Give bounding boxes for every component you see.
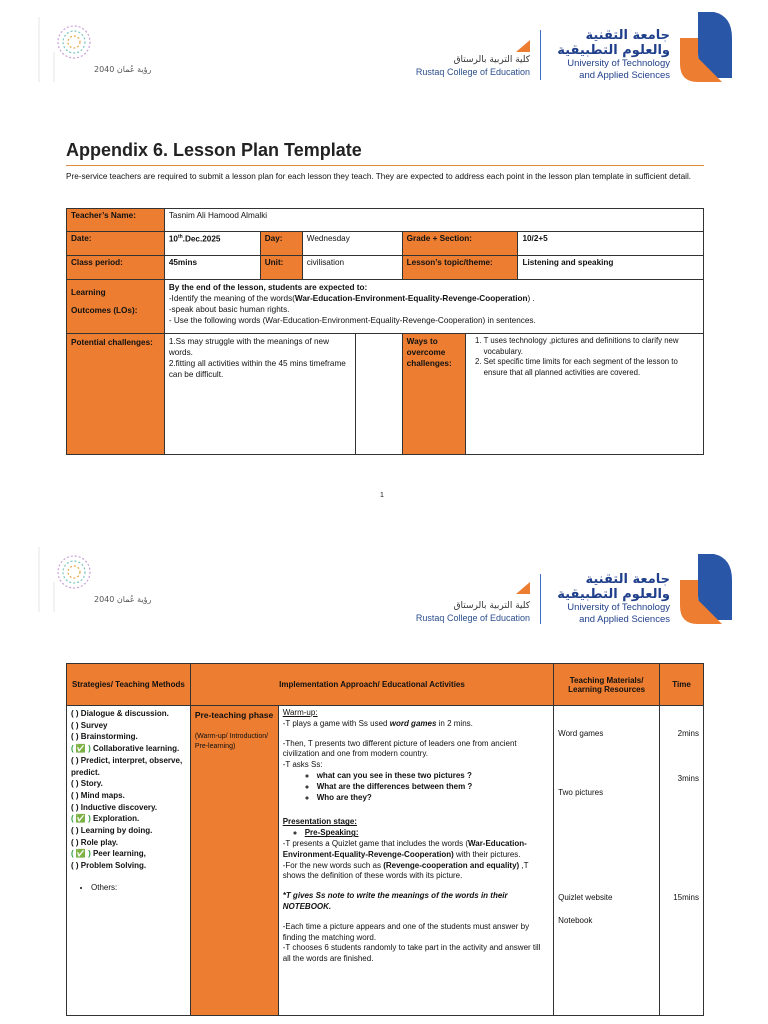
header-implementation: Implementation Approach/ Educational Activities [190, 664, 553, 706]
strategy-item [71, 825, 186, 837]
ways-list [466, 334, 703, 454]
strategy-label: Problem Solving. [80, 861, 147, 871]
strategy-item [71, 720, 186, 732]
pres-1 [283, 839, 549, 861]
way-1: 1. T uses technology ,pictures and definitions to clarify new vocabulary. [484, 336, 701, 357]
time-cell [660, 706, 704, 1016]
strategy-label: Mind maps. [80, 790, 125, 800]
period-value: 45mins [164, 256, 260, 280]
challenges-cell [164, 334, 402, 455]
utas-name-en-1b: University of Technology [567, 602, 670, 613]
question-1: ◦ what can you see in these two pictures ? [317, 771, 549, 782]
strategy-item [71, 778, 186, 790]
period-label: Class period: [67, 256, 165, 280]
strategy-label: Collaborative learning. [92, 744, 180, 754]
pres-2-pre: -For the new words such as [282, 860, 384, 870]
lo-item-3: - Use the following words (War-Education-Environment-Equality-Revenge-Cooperation) in sentences. [168, 316, 536, 325]
empty-box-icon: ( ) [71, 755, 79, 765]
page-title: Appendix 6. Lesson Plan Template [66, 140, 362, 160]
checked-box-icon: ( ✅ ) [71, 849, 91, 859]
strategy-item [71, 860, 186, 872]
strategy-label: Exploration. [92, 814, 140, 824]
strategy-item [71, 848, 186, 860]
ways-cell [402, 334, 703, 455]
lo-1-pre: -Identify the meaning of the words( [168, 294, 295, 303]
college-name-en-2: Rustaq College of Education [415, 613, 530, 623]
day-value: Wednesday [302, 232, 402, 256]
empty-box-icon: ( ) [71, 709, 79, 718]
empty-box-icon: ( ) [71, 779, 79, 789]
utas-name-en-1: University of Technology [567, 58, 670, 69]
challenges-label: Potential challenges: [67, 334, 165, 455]
topic-value: Listening and speaking [518, 256, 704, 280]
strategies-cell [67, 706, 191, 1016]
strategy-label: Inductive discovery. [80, 802, 158, 812]
challenge-2: 2.fitting all activities within the 45 mins timeframe can be difficult. [168, 359, 346, 379]
utas-block [548, 28, 670, 82]
rustaq-flame-icon-2 [516, 582, 530, 594]
grade-value: 10/2+5 [518, 232, 704, 256]
pres-2-bold: (Revenge-cooperation and equality) [383, 860, 520, 870]
pres-2-post: ,T shows the definition of these words with its picture. [282, 860, 529, 881]
challenges-empty [356, 334, 402, 454]
materials-cell [554, 706, 660, 1016]
checked-box-icon: ( ✅ ) [71, 814, 91, 824]
strategy-item [71, 790, 186, 802]
oman-vision-logo-2 [34, 542, 152, 612]
header-strategies: Strategies/ Teaching Methods [67, 664, 191, 706]
title-rule [66, 165, 704, 166]
warmup-1-post: in 2 mins. [436, 718, 473, 728]
pres-1-bold: War-Education-Environment-Equality-Revenge-Cooperation) [282, 838, 527, 859]
phase-title: Pre-teaching phase [194, 710, 274, 720]
warmup-title: Warm-up: [282, 708, 318, 717]
strategy-label: Predict, interpret, observe, predict. [71, 755, 183, 777]
unit-label: Unit: [260, 256, 302, 280]
strategy-item [71, 755, 186, 778]
utas-name-ar-1: جامعة التقنية [585, 28, 670, 43]
strategy-item [71, 813, 186, 825]
activities-cell [278, 706, 553, 1016]
lo-item-1 [169, 293, 699, 304]
date-day: 10 [168, 234, 178, 244]
header-separator-2 [540, 574, 541, 624]
utas-name-ar-2: والعلوم التطبيقية [557, 43, 670, 58]
lo-1-post: ) . [527, 294, 535, 303]
material-2: Two pictures [558, 788, 604, 797]
strategy-label: Survey [80, 720, 108, 730]
others-item: • Others: [91, 882, 186, 894]
strategy-label: Brainstorming. [80, 732, 138, 742]
question-3: ◦ Who are they? [317, 793, 549, 804]
time-2: 3mins [677, 774, 699, 783]
lo-value [164, 280, 703, 334]
utas-crest-logo-2 [678, 550, 736, 626]
empty-box-icon: ( ) [71, 861, 79, 871]
day-label: Day: [260, 232, 302, 256]
strategy-label: Learning by doing. [80, 826, 153, 836]
pres-1-pre: -T presents a Quizlet game that includes the words ( [282, 838, 468, 848]
lo-label-1: Learning [71, 288, 106, 297]
header-time: Time [660, 664, 704, 706]
strategy-label: Dialogue & discussion. [80, 709, 169, 718]
time-1: 2mins [677, 729, 699, 738]
strategy-label: Peer learning, [92, 849, 146, 859]
utas-name-ar-1b: جامعة التقنية [585, 572, 670, 587]
warmup-2: -Then, T presents two different picture of leaders one from ancient civilization and one from modern country. [282, 738, 517, 759]
date-value [164, 232, 260, 256]
question-2: ◦ What are the differences between them ? [317, 782, 549, 793]
unit-value: civilisation [302, 256, 402, 280]
phase-cell [190, 706, 278, 1016]
strategy-item [71, 802, 186, 814]
teacher-label: Teacher’s Name: [67, 209, 165, 232]
strategy-item [71, 743, 186, 755]
college-block [396, 54, 530, 78]
header-materials: Teaching Materials/ Learning Resources [554, 664, 660, 706]
date-rest: .Dec.2025 [182, 234, 221, 244]
checked-box-icon: ( ✅ ) [71, 744, 91, 754]
prespeaking-title: ◦ Pre-Speaking: [305, 828, 549, 839]
college-name-ar: كلية التربية بالرستاق [453, 55, 530, 65]
presentation-title: Presentation stage: [282, 817, 357, 827]
lesson-info-table [66, 208, 704, 455]
material-4: Notebook [558, 916, 593, 925]
empty-box-icon: ( ) [71, 837, 79, 847]
page-number: 1 [380, 492, 384, 499]
pres-5: -T chooses 6 students randomly to take part in the activity and answer till all the words are finished. [282, 943, 541, 964]
warmup-1-pre: -T plays a game with Ss used [282, 718, 390, 728]
challenges-text [165, 334, 356, 454]
material-3: Quizlet website [558, 893, 613, 902]
strategy-label: Role play. [80, 837, 118, 847]
lesson-plan-table [66, 663, 704, 1016]
teacher-value: Tasnim Ali Hamood Almalki [164, 209, 703, 232]
pres-2 [283, 861, 549, 883]
utas-name-ar-2b: والعلوم التطبيقية [557, 587, 670, 602]
ways-label: Ways to overcome challenges: [403, 334, 466, 454]
empty-box-icon: ( ) [71, 720, 79, 730]
grade-label: Grade + Section: [402, 232, 518, 256]
challenge-1: 1.Ss may struggle with the meanings of new words. [168, 337, 330, 357]
pres-3: *T gives Ss note to write the meanings of the words in their NOTEBOOK. [282, 891, 508, 911]
empty-box-icon: ( ) [71, 802, 79, 812]
phase-subtitle: (Warm-up/ Introduction/ Pre-learning) [194, 733, 269, 750]
time-3: 15mins [673, 893, 699, 902]
oman-vision-logo [34, 12, 152, 82]
strategy-label: Story. [80, 779, 103, 789]
rustaq-flame-icon [516, 40, 530, 52]
warmup-3: -T asks Ss: [282, 760, 323, 770]
utas-crest-logo [678, 8, 736, 84]
college-block-2 [396, 600, 530, 624]
date-label: Date: [67, 232, 165, 256]
material-1: Word games [558, 729, 604, 738]
strategy-list [71, 708, 186, 872]
pres-1-post: with their pictures. [453, 849, 521, 859]
lo-item-2: -speak about basic human rights. [168, 305, 290, 314]
utas-name-en-2b: and Applied Sciences [579, 614, 670, 625]
empty-box-icon: ( ) [71, 826, 79, 836]
strategy-item [71, 837, 186, 849]
vision-text-2: رؤية عُمان 2040 [94, 595, 152, 604]
lo-1-bold: War-Education-Environment-Equality-Revenge-Cooperation [294, 294, 528, 303]
strategy-item [71, 731, 186, 743]
empty-box-icon: ( ) [71, 732, 79, 742]
empty-box-icon: ( ) [71, 790, 79, 800]
college-name-en: Rustaq College of Education [415, 67, 530, 77]
lo-label [67, 280, 165, 334]
date-sup: th [177, 234, 183, 240]
utas-block-2 [548, 572, 670, 626]
strategy-item [71, 708, 186, 720]
lo-label-2: Outcomes (LOs): [71, 306, 138, 315]
header-separator [540, 30, 541, 80]
intro-text: Pre-service teachers are required to submit a lesson plan for each lesson they teach. They are expected to address each point in the lesson plan template in sufficient detail. [66, 172, 692, 181]
way-2: 2. Set specific time limits for each segment of the lesson to ensure that all planned activities are covered. [484, 357, 701, 378]
lo-intro: By the end of the lesson, students are expected to: [168, 283, 368, 292]
college-name-ar-2: كلية التربية بالرستاق [453, 601, 530, 611]
warmup-1 [283, 719, 549, 730]
topic-label: Lesson’s topic/theme: [402, 256, 518, 280]
vision-text: رؤية عُمان 2040 [94, 65, 152, 74]
pres-4: -Each time a picture appears and one of the students must answer by finding the matching word. [282, 921, 530, 942]
warmup-1-bold: word games [389, 718, 437, 728]
utas-name-en-2: and Applied Sciences [579, 70, 670, 81]
